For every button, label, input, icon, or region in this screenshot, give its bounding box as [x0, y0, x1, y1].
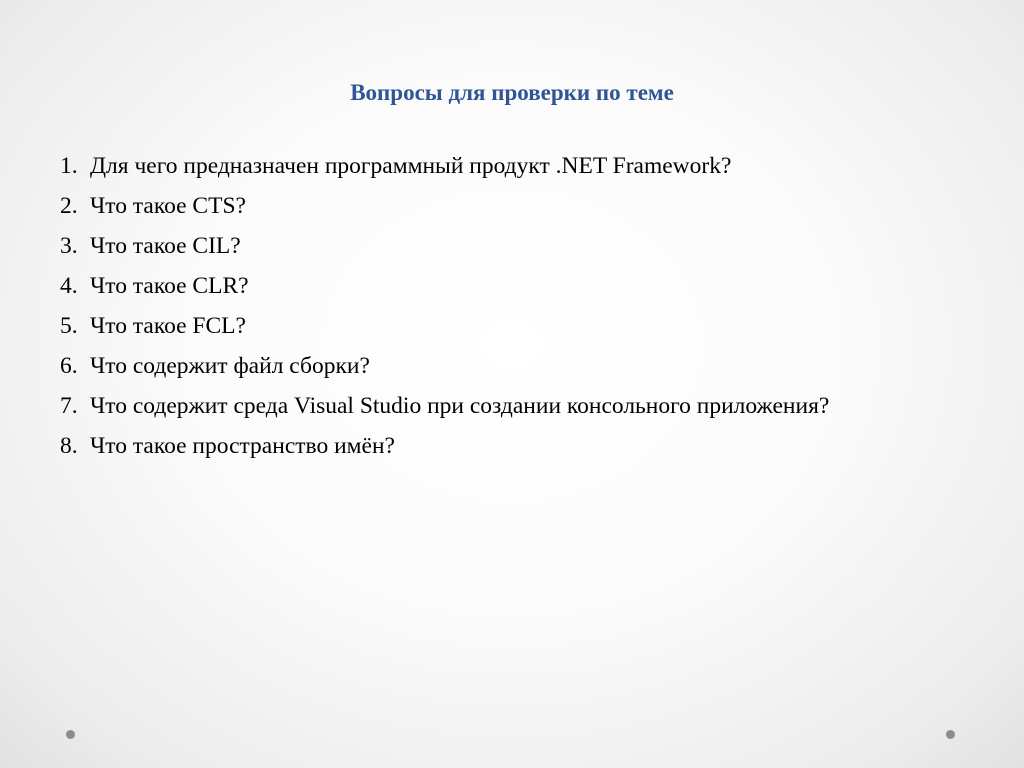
list-item-text: Что содержит среда Visual Studio при создании консольного приложения? — [90, 393, 830, 419]
list-item-number: 4. — [60, 273, 78, 299]
list-item — [60, 230, 965, 262]
list-item-text: Что такое пространство имён? — [90, 433, 395, 459]
list-item — [60, 270, 965, 302]
decorative-dot-right — [946, 730, 955, 739]
list-item — [60, 430, 965, 462]
list-item — [60, 310, 965, 342]
list-item — [60, 350, 965, 382]
list-item-text: Что такое CLR? — [90, 273, 249, 299]
slide-title: Вопросы для проверки по теме — [350, 80, 674, 105]
list-item-text: Для чего предназначен программный продукт .NET Framework? — [90, 153, 732, 179]
list-item-number: 1. — [60, 153, 78, 179]
list-item-number: 2. — [60, 193, 78, 219]
list-item-text: Что такое CTS? — [90, 193, 246, 219]
list-item-text: Что содержит файл сборки? — [90, 353, 370, 379]
list-item-number: 3. — [60, 233, 78, 259]
decorative-dot-left — [66, 730, 75, 739]
list-item-number: 8. — [60, 433, 78, 459]
list-item-text: Что такое FCL? — [90, 313, 246, 339]
list-item-number: 5. — [60, 313, 78, 339]
list-item-number: 7. — [60, 393, 78, 419]
list-item-text: Что такое CIL? — [90, 233, 241, 259]
list-item — [60, 390, 965, 422]
list-item-number: 6. — [60, 353, 78, 379]
list-item — [60, 190, 965, 222]
list-item — [60, 150, 965, 182]
question-list — [60, 150, 965, 470]
